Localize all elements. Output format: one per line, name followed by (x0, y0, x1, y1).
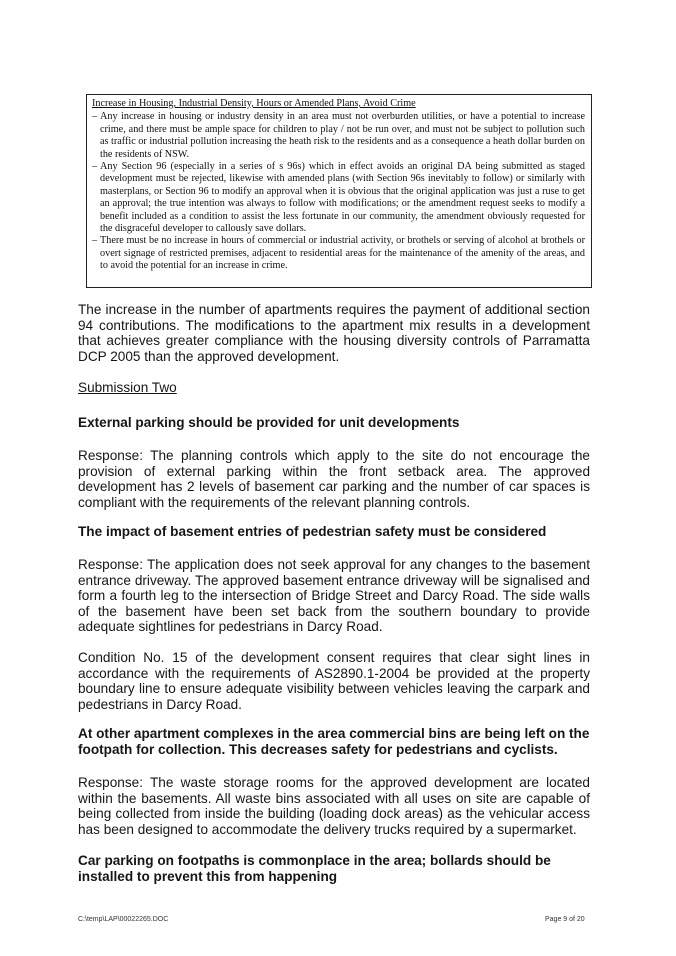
response-basement-entries: Response: The application does not seek approval for any changes to the basement entrance driveway. The approved basement entrance driveway will be signalised and form a fourth leg to the intersection of Bridge Street and Darcy Road. The side walls of the basement have been set back from the southern boundary to provide adequate sightlines for pedestrians in Darcy Road. (78, 557, 590, 635)
box-bullet (92, 111, 585, 161)
box-bullet-text: Any Section 96 (especially in a series of s 96s) which in effect avoids an original DA being submitted as staged development must be rejected, likewise with amended plans (with Section 96s inevitably to follow) or similarly with masterplans, or Section 96 to modify an approval when it is obvious that the original application was just a ruse to get an approval; the true intention was always to follow with modifications; or the amendment request seeks to modify a benefit included as a condition to assist the less fortunate in our community, the amendment obviously requested for the disgraceful developer to callously save dollars. (100, 161, 585, 235)
dash-bullet-icon: – (92, 161, 98, 173)
section-heading-basement-entries: The impact of basement entries of pedestrian safety must be considered (78, 524, 547, 539)
response-commercial-bins: Response: The waste storage rooms for the approved development are located within the basements. All waste bins associated with all uses on site are capable of being collected from inside the building (loading dock areas) as the vehicular access has been designed to accommodate the delivery trucks required by a supermarket. (78, 775, 590, 837)
submission-label: Submission Two (78, 380, 177, 395)
section-heading-commercial-bins: At other apartment complexes in the area commercial bins are being left on the footpath for collection. This decreases safety for pedestrians and cyclists. (78, 726, 590, 757)
box-bullet (92, 161, 585, 235)
quoted-submission-box (86, 94, 592, 288)
footer-file-path: C:\temp\LAP\00022265.DOC (78, 916, 169, 923)
response-external-parking: Response: The planning controls which apply to the site do not encourage the provision of external parking within the front setback area. The approved development has 2 levels of basement car parking and the number of car spaces is compliant with the requirements of the relevant planning controls. (78, 448, 590, 510)
box-bullet-text: Any increase in housing or industry density in an area must not overburden utilities, or have a potential to increase crime, and there must be ample space for children to play / not be run over, and must not be subject to pollution such as traffic or industrial pollution increasing the heath risk to the residents and as a consequence a heath dollar burden on the residents of NSW. (100, 111, 585, 160)
section-heading-footpath-parking: Car parking on footpaths is commonplace in the area; bollards should be installed to prevent this from happening (78, 853, 551, 884)
dash-bullet-icon: – (92, 235, 98, 247)
dash-bullet-icon: – (92, 111, 98, 123)
section-heading-external-parking: External parking should be provided for unit developments (78, 415, 460, 430)
footer-page-number: Page 9 of 20 (545, 916, 585, 923)
box-bullet (92, 235, 585, 272)
box-heading: Increase in Housing, Industrial Density, Hours or Amended Plans, Avoid Crime (92, 98, 416, 109)
condition-paragraph: Condition No. 15 of the development consent requires that clear sight lines in accordance with the requirements of AS2890.1-2004 be provided at the property boundary line to ensure adequate visibility between vehicles leaving the carpark and pedestrians in Darcy Road. (78, 650, 590, 712)
box-bullet-text: There must be no increase in hours of commercial or industrial activity, or brothels or serving of alcohol at brothels or overt signage of restricted premises, adjacent to residential areas for the maintenance of the amenity of the areas, and to avoid the potential for an increase in crime. (100, 235, 585, 272)
intro-paragraph: The increase in the number of apartments requires the payment of additional section 94 contributions. The modifications to the apartment mix results in a development that achieves greater compliance with the housing diversity controls of Parramatta DCP 2005 than the approved development. (78, 302, 590, 364)
